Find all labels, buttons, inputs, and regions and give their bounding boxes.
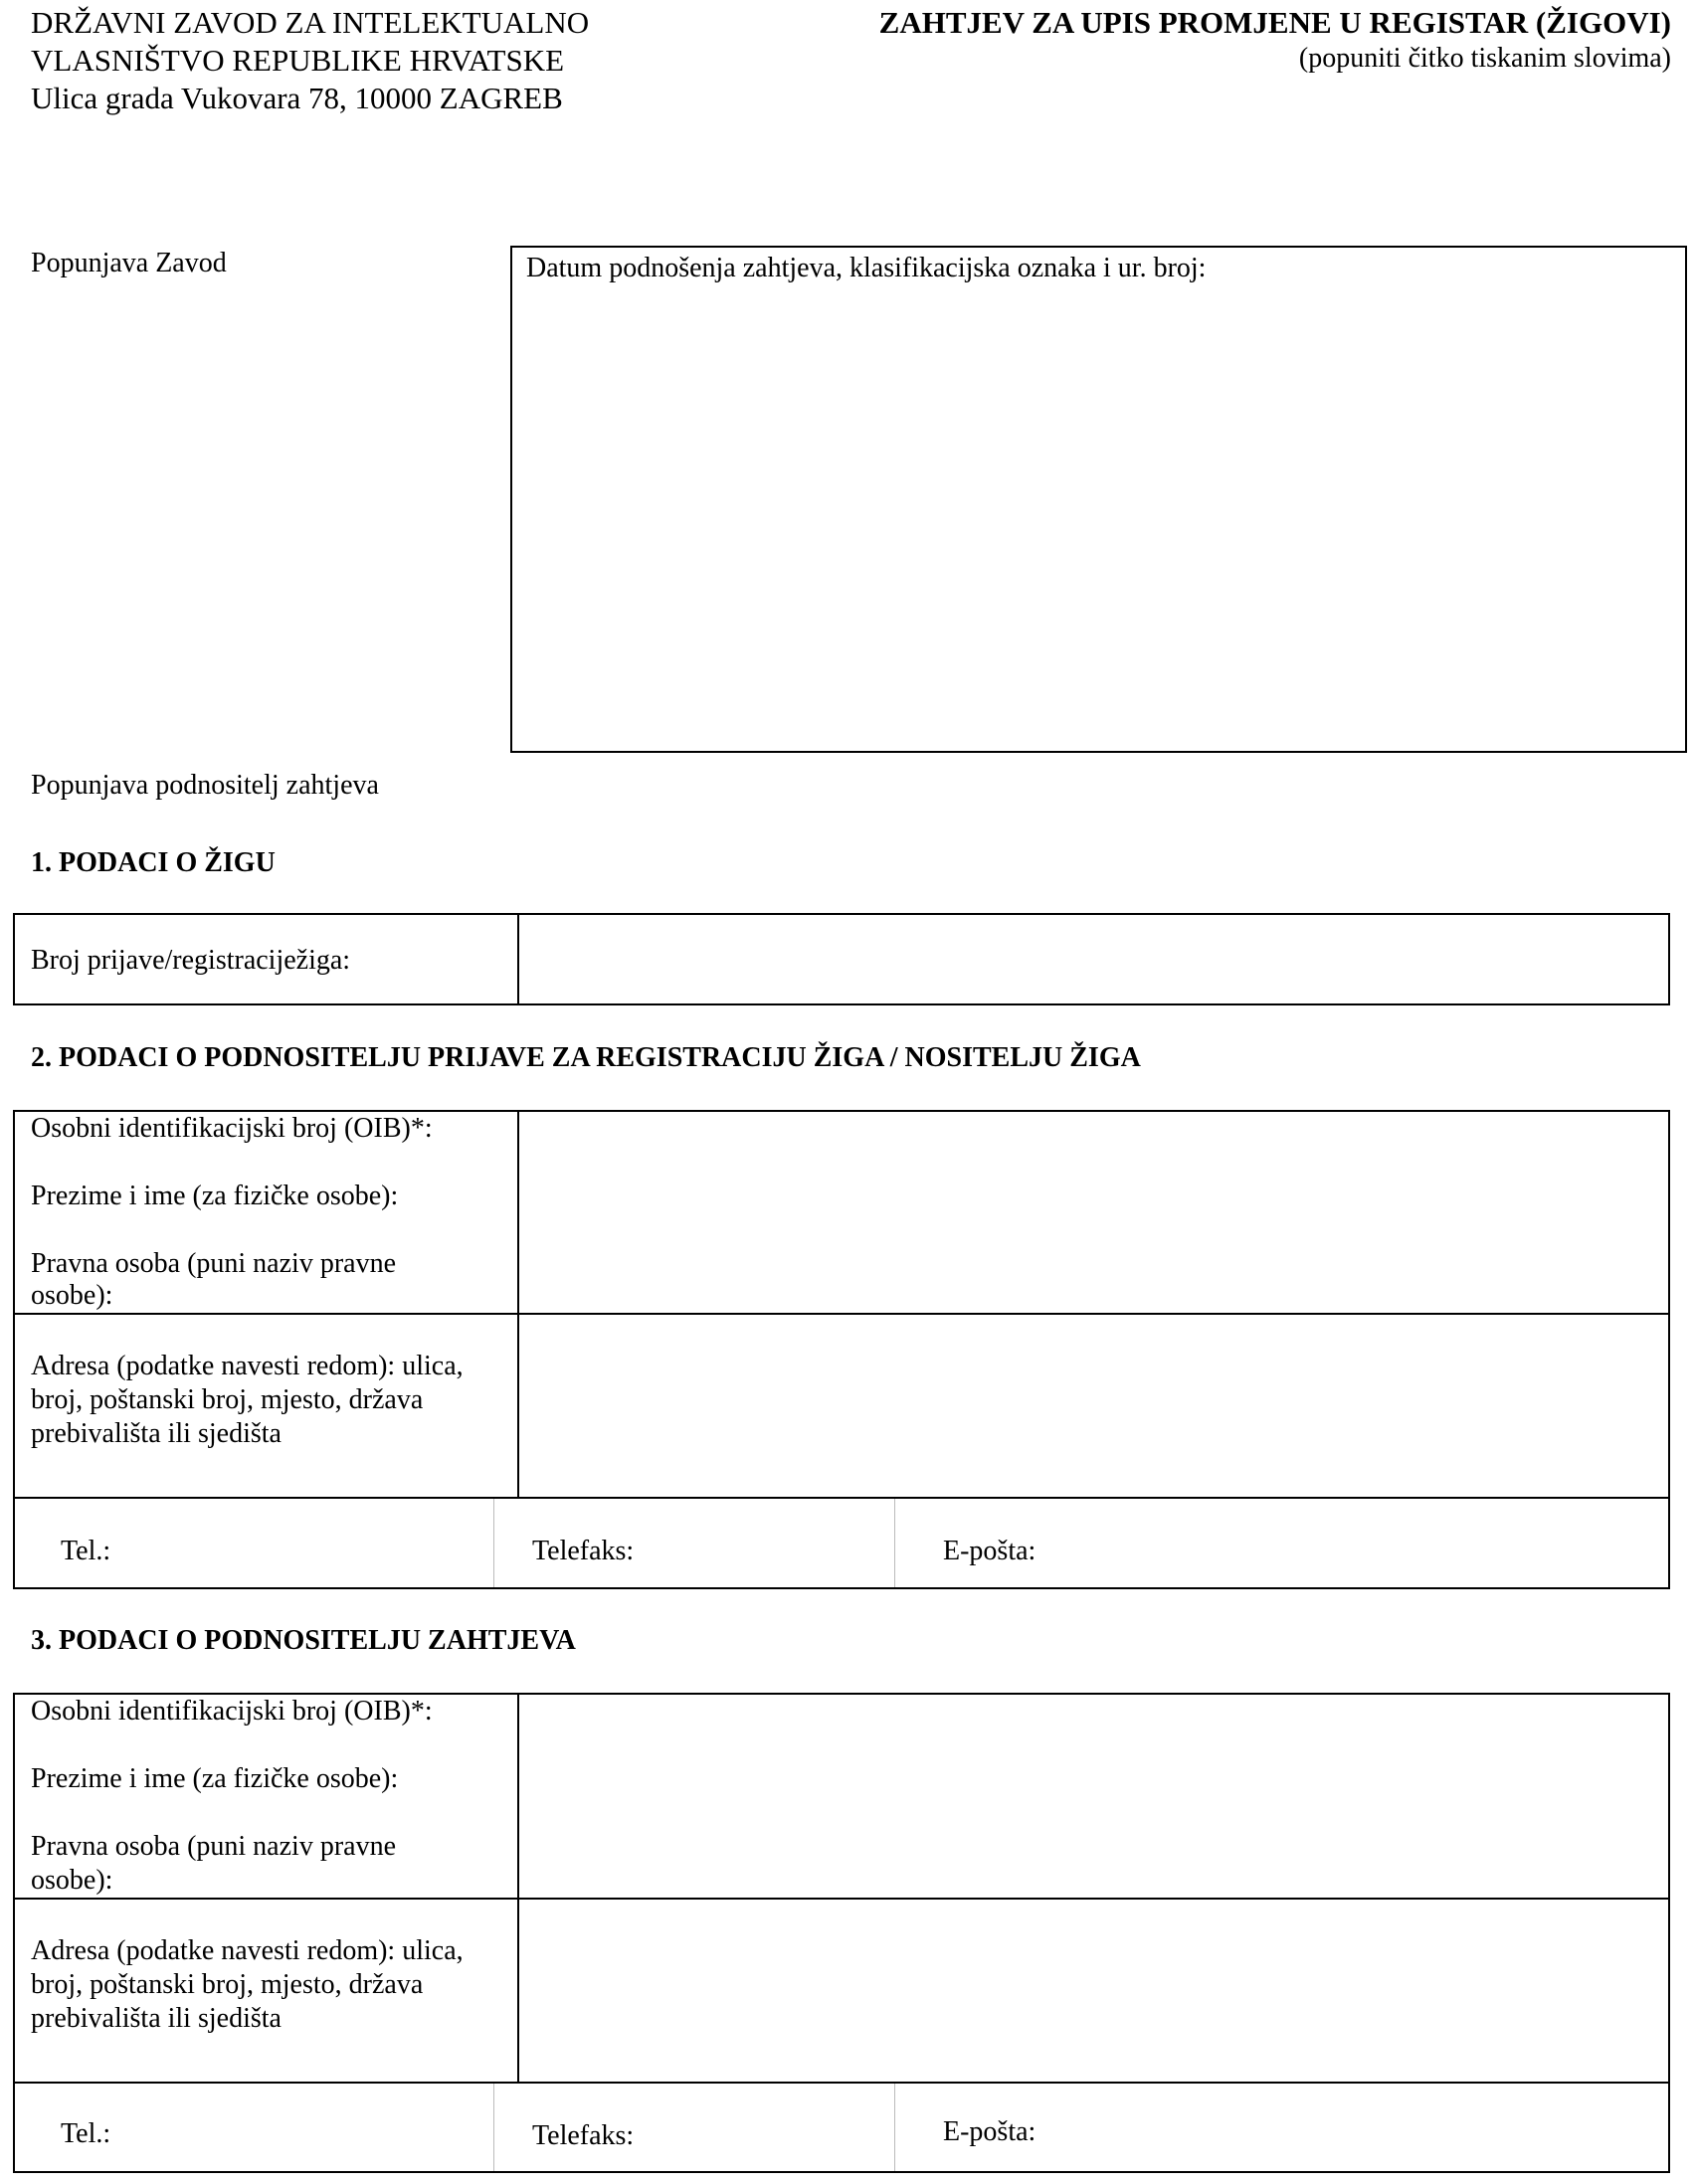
trademark-number-field[interactable] — [519, 915, 1668, 1003]
address-label: Adresa (podatke navesti redom): ulica, — [31, 1351, 464, 1381]
legal-entity-label-cont: osobe): — [31, 1280, 113, 1311]
applicant-note: Popunjava podnositelj zahtjeva — [31, 770, 379, 801]
holder-identity-field[interactable] — [519, 1112, 1668, 1313]
address-label: Adresa (podatke navesti redom): ulica, — [31, 1935, 464, 1966]
office-label: Popunjava Zavod — [31, 248, 227, 278]
tel-label: Tel.: — [61, 1536, 111, 1566]
oib-label: Osobni identifikacijski broj (OIB)*: — [31, 1696, 433, 1727]
section1-table — [13, 913, 1670, 1005]
org-name-line1: DRŽAVNI ZAVOD ZA INTELEKTUALNO — [31, 5, 590, 40]
legal-entity-label: Pravna osoba (puni naziv pravne — [31, 1248, 396, 1279]
org-name-line2: VLASNIŠTVO REPUBLIKE HRVATSKE — [31, 43, 565, 78]
section2-table — [13, 1110, 1670, 1589]
section1-heading: 1. PODACI O ŽIGU — [31, 847, 276, 878]
legal-entity-label-cont: osobe): — [31, 1865, 113, 1896]
section2-heading: 2. PODACI O PODNOSITELJU PRIJAVE ZA REGISTRACIJU ŽIGA / NOSITELJU ŽIGA — [31, 1042, 1141, 1073]
requester-address-field[interactable] — [519, 1900, 1668, 2082]
trademark-number-label: Broj prijave/registraciježiga: — [31, 945, 351, 976]
holder-address-field[interactable] — [519, 1315, 1668, 1497]
office-box — [510, 246, 1687, 753]
fax-label: Telefaks: — [532, 1536, 635, 1566]
email-label: E-pošta: — [943, 2116, 1036, 2147]
address-label-cont: broj, poštanski broj, mjesto, država — [31, 1384, 424, 1415]
name-label: Prezime i ime (za fizičke osobe): — [31, 1763, 399, 1794]
form-subtitle: (popuniti čitko tiskanim slovima) — [1298, 43, 1671, 74]
requester-identity-field[interactable] — [519, 1695, 1668, 1898]
address-label-cont: broj, poštanski broj, mjesto, država — [31, 1969, 424, 2000]
office-box-label: Datum podnošenja zahtjeva, klasifikacijska oznaka i ur. broj: — [526, 253, 1207, 283]
address-label-cont2: prebivališta ili sjedišta — [31, 1418, 282, 1449]
address-label-cont2: prebivališta ili sjedišta — [31, 2003, 282, 2034]
oib-label: Osobni identifikacijski broj (OIB)*: — [31, 1113, 433, 1144]
name-label: Prezime i ime (za fizičke osobe): — [31, 1181, 399, 1211]
legal-entity-label: Pravna osoba (puni naziv pravne — [31, 1831, 396, 1862]
tel-label: Tel.: — [61, 2118, 111, 2149]
form-title: ZAHTJEV ZA UPIS PROMJENE U REGISTAR (ŽIGOVI) — [878, 5, 1671, 40]
fax-label: Telefaks: — [532, 2120, 635, 2151]
org-address: Ulica grada Vukovara 78, 10000 ZAGREB — [31, 81, 563, 115]
email-label: E-pošta: — [943, 1536, 1036, 1566]
section3-heading: 3. PODACI O PODNOSITELJU ZAHTJEVA — [31, 1625, 576, 1656]
section3-table — [13, 1693, 1670, 2173]
